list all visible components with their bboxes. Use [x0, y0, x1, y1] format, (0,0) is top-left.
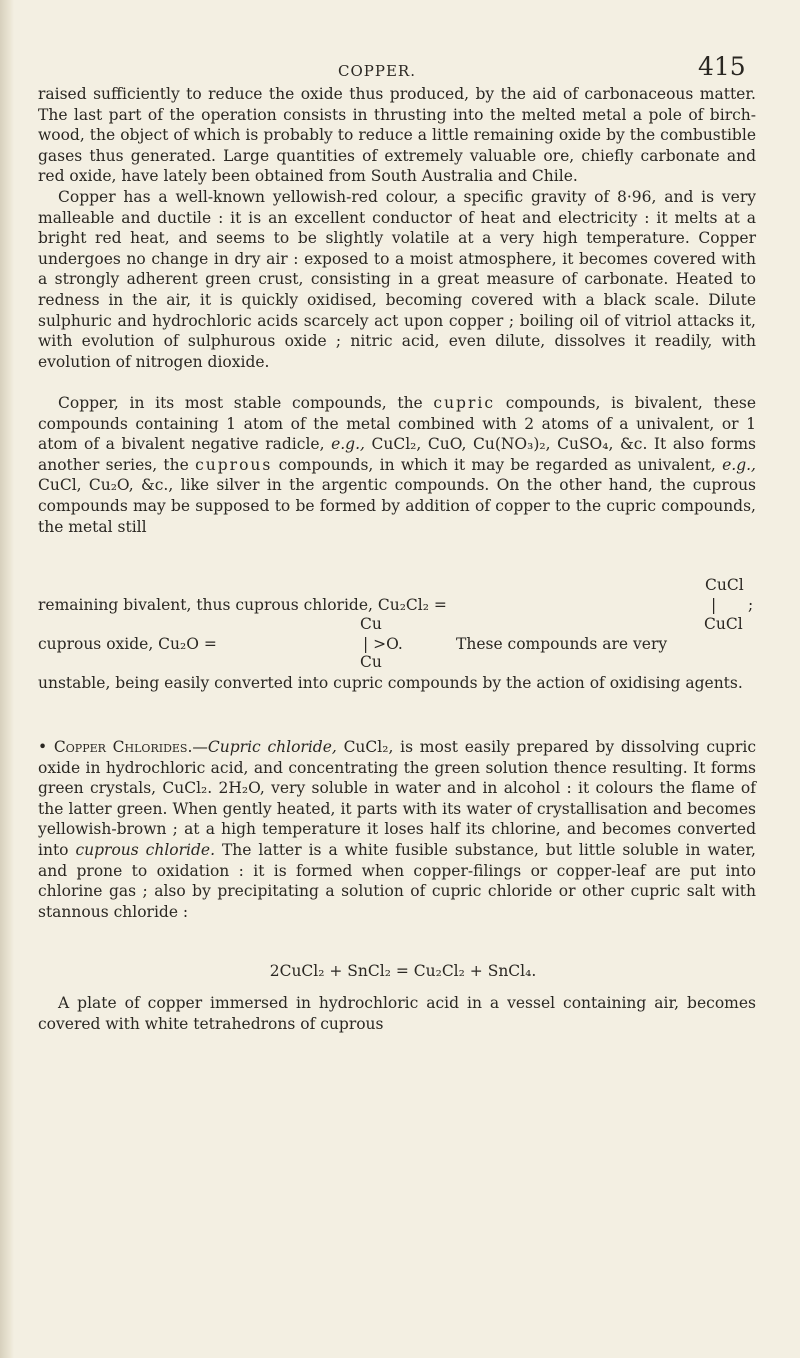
formula-row-bottom — [38, 652, 756, 672]
formula-row-top — [38, 575, 756, 595]
paragraph-2: Copper has a well-known yellowish-red colour, a specific gravity of 8·96, and is very malleable and ductile : it is an excellent conductor of heat and electricity : it melts at a bright red heat, and seems to be slightly volatile at a very high temperature. Copper undergoes no change in dry air : exposed to a moist atmosphere, it becomes covered with a strongly adherent green crust, consisting in a great measure of carbonate. Heated to redness in the air, it is quickly oxidised, becoming covered with a black scale. Dilute sulphuric and hydrochloric acids scarcely act upon copper ; boiling oil of vitriol attacks it, with evolution of sulphurous oxide ; nitric acid, even dilute, dissolves it readily, with evolution of nitrogen dioxide. — [38, 188, 756, 371]
p3-text-5: CuCl, Cu₂O, &c., like silver in the argentic compounds. On the other hand, the cuprous compounds may be supposed to be formed by addition of copper to the cupric compounds, the metal still — [38, 476, 756, 536]
term-cupric-chloride: Cupric chloride, — [207, 738, 337, 756]
equation: 2CuCl₂ + SnCl₂ = Cu₂Cl₂ + SnCl₄. — [269, 962, 537, 980]
oxide-bracket: | >O. — [363, 635, 403, 653]
oxide-line-rest: These compounds are very — [456, 635, 668, 653]
bullet-mark: • — [38, 738, 48, 756]
paragraph-4 — [38, 737, 756, 922]
paragraph-1: raised sufficiently to reduce the oxide thus produced, by the aid of carbonaceous matter. The last part of the operation consists in thrusting into the melted metal a pole of birch-wood, the object of which is probably to reduce a little remaining oxide by the combustible gases thus generated. Large quantities of extremely valuable ore, chiefly carbonate and red oxide, have lately been obtained from South Australia and Chile. — [38, 85, 756, 186]
term-cuprous: cuprous — [195, 455, 273, 474]
eg-abbrev-1: e.g., — [331, 435, 365, 454]
bond-bar: | — [711, 596, 717, 614]
cuprous-oxide-line: cuprous oxide, Cu₂O = — [38, 635, 217, 653]
cucl-bottom: CuCl — [704, 615, 743, 633]
formula-row-mid — [38, 614, 756, 634]
term-cupric: cupric — [433, 394, 496, 412]
eg-abbrev-2: e.g., — [722, 455, 756, 474]
formula-row-oxide — [38, 634, 756, 654]
p3-text-3: CuCl₂, CuO, Cu(NO₃)₂, CuSO₄, &c. It also forms another series, the — [38, 435, 756, 474]
section-heading: Copper Chlorides. — [53, 738, 193, 756]
running-title: COPPER. — [338, 62, 416, 80]
page-spine-shadow — [0, 0, 14, 1358]
cucl-top: CuCl — [705, 576, 744, 594]
term-cuprous-chloride: cuprous chloride. — [75, 840, 216, 859]
heading-dash: — — [192, 738, 208, 756]
p4-text-2: The latter is a white fusible substance, but little soluble in water, and prone to oxidation : it is formed when copper-filings or copper-leaf are put into chlorine gas ; also by precipitating a solution of cupric chloride or other cupric salt with stannous chloride : — [38, 840, 756, 921]
semicolon: ; — [748, 596, 754, 614]
p3-text-4: compounds, in which it may be regarded as univalent, — [272, 455, 723, 474]
unstable-line: unstable, being easily converted into cupric compounds by the action of oxidising agents. — [38, 674, 743, 692]
p3-text-2: compounds, is bivalent, these compounds containing 1 atom of the metal combined with 2 atoms of a univalent, or 1 atom of a bivalent negative radicle, — [38, 394, 756, 454]
p3-text-1: Copper, in its most stable compounds, the — [58, 394, 434, 412]
cu-top: Cu — [360, 615, 382, 633]
p4-text-1: CuCl₂, is most easily prepared by dissolving cupric oxide in hydrochloric acid, and concentrating the green solution thence resulting. It forms green crystals, CuCl₂. 2H₂O, very soluble in water and in alcohol : it colours the flame of the latter green. When gently heated, it parts with its water of crystallisation and becomes yellowish-brown ; at a high temperature it loses half its chlorine, and becomes converted into — [38, 738, 756, 859]
cuprous-chloride-line: remaining bivalent, thus cuprous chloride, Cu₂Cl₂ = — [38, 596, 447, 614]
cu-bottom: Cu — [360, 653, 382, 671]
page-number: 415 — [698, 52, 746, 81]
formula-row-chloride — [38, 595, 756, 615]
paragraph-3 — [38, 393, 756, 537]
paragraph-5: A plate of copper immersed in hydrochloric acid in a vessel containing air, becomes covered with white tetrahedrons of cuprous — [38, 994, 756, 1033]
